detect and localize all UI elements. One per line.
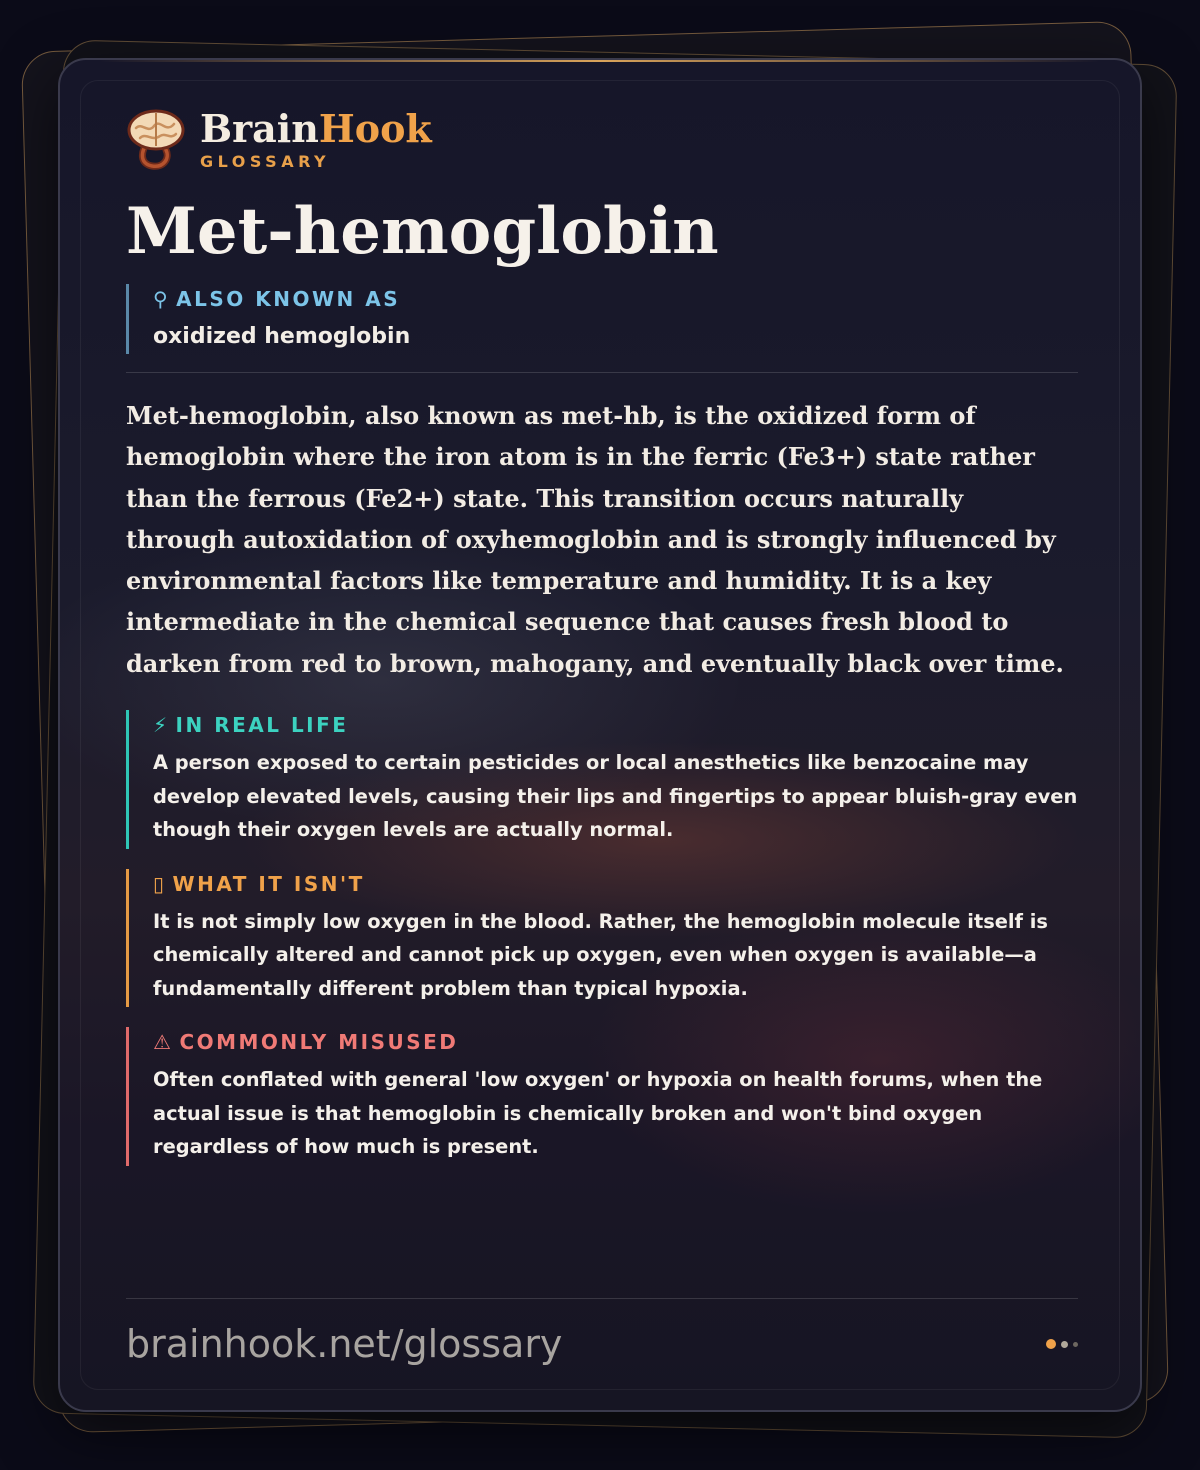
brand-header (126, 104, 1078, 174)
brand-subtitle: GLOSSARY (200, 151, 331, 171)
commonly-misused-label: COMMONLY MISUSED (179, 1030, 459, 1055)
definition-text: Met-hemoglobin, also known as met-hb, is the oxidized form of hemoglobin where the iron atom is in the ferric (Fe3+) state rather than the ferrous (Fe2+) state. This transition occurs naturally through autoxidation of oxyhemoglobin and is strongly influenced by environmental factors like temperature and humidity. It is a key intermediate in the chemical sequence that causes fresh blood to darken from red to brown, mahogany, and eventually black over time. (126, 401, 1064, 678)
what-it-isnt-body: It is not simply low oxygen in the blood. Rather, the hemoglobin molecule itself is chemically altered and cannot pick up oxygen, even when oxygen is available—a fundamentally different problem than typical hypoxia. (153, 909, 1048, 1000)
also-known-as-label-row (153, 286, 1078, 312)
warning-icon: ⚠ (153, 1030, 174, 1055)
pagination-dot (1073, 1342, 1078, 1347)
pagination-dots (1041, 1339, 1078, 1349)
term-title: Met-hemoglobin (126, 194, 719, 269)
footer-url[interactable]: brainhook.net/glossary (126, 1322, 563, 1366)
in-real-life-section (126, 710, 1078, 849)
brand-name-part1: Brain (200, 105, 319, 151)
brain-hook-logo-icon (126, 108, 186, 170)
brand-name (200, 105, 432, 151)
commonly-misused-section (126, 1027, 1078, 1166)
also-known-as-label: ALSO KNOWN AS (176, 287, 401, 311)
in-real-life-label-row (153, 712, 1078, 738)
in-real-life-body: A person exposed to certain pesticides or local anesthetics like benzocaine may develop elevated levels, causing their lips and fingertips to appear bluish-gray even though their oxygen levels are actually normal. (153, 751, 1078, 842)
also-known-as-value: oxidized hemoglobin (153, 324, 411, 349)
in-real-life-label: IN REAL LIFE (175, 713, 349, 738)
what-it-isnt-label: WHAT IT ISN'T (172, 871, 365, 896)
card-footer (126, 1298, 1078, 1367)
header-divider (126, 372, 1078, 373)
brand-text (200, 105, 432, 171)
commonly-misused-label-row (153, 1029, 1078, 1055)
pagination-dot-active (1046, 1339, 1056, 1349)
footer-divider (126, 1298, 1078, 1299)
prohibited-icon: ▯ (153, 871, 167, 896)
commonly-misused-body: Often conflated with general 'low oxygen' or hypoxia on health forums, when the actual issue is that hemoglobin is chemically broken and won't bind oxygen regardless of how much is present. (153, 1068, 1043, 1159)
glossary-card (58, 58, 1142, 1412)
what-it-isnt-section (126, 869, 1078, 1008)
also-known-as-block (126, 284, 1078, 354)
footer-row (126, 1321, 1078, 1367)
what-it-isnt-label-row (153, 871, 1078, 897)
pagination-dot (1061, 1341, 1068, 1348)
lightning-icon: ⚡ (153, 713, 170, 738)
card-content (126, 104, 1078, 1166)
brand-name-part2: Hook (318, 105, 432, 151)
lightbulb-icon: ⚲ (153, 287, 171, 311)
